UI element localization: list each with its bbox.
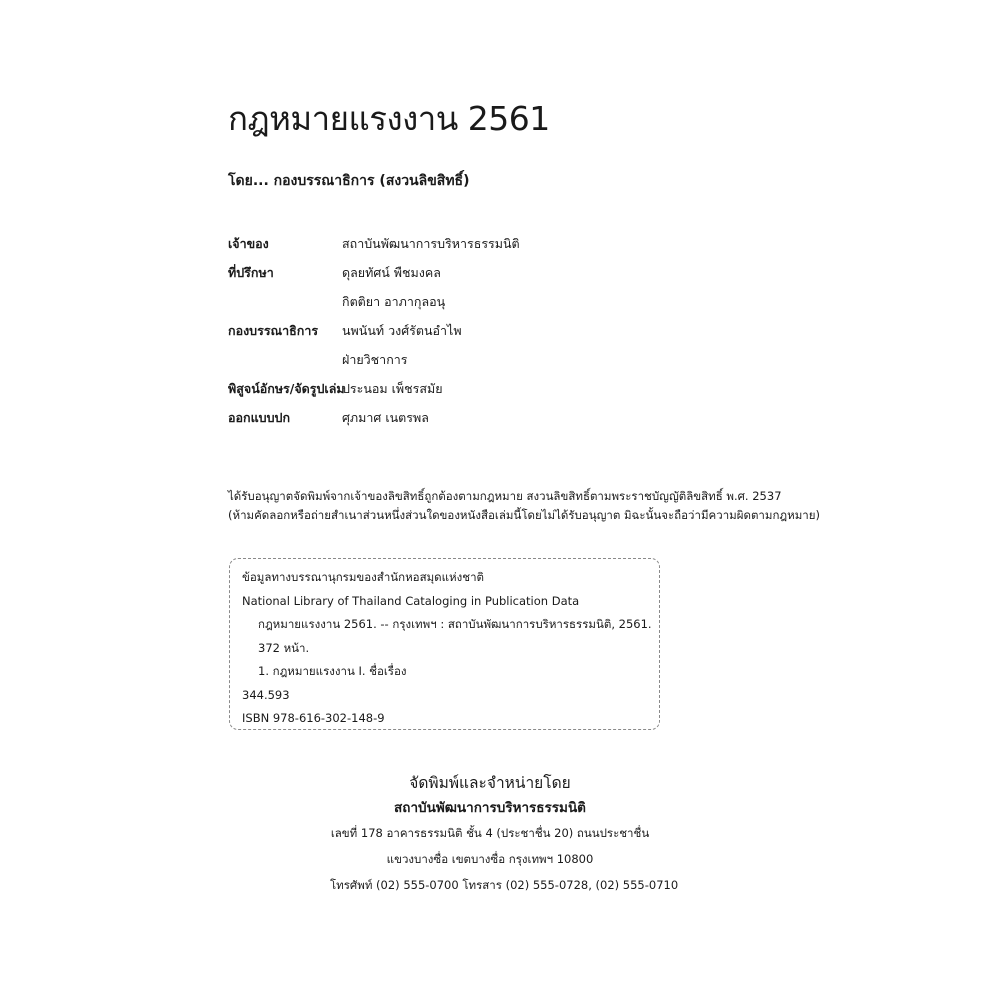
cip-data-box xyxy=(229,558,660,730)
publisher-name: สถาบันพัฒนาการบริหารธรรมนิติ xyxy=(394,800,586,816)
cip-heading-thai: ข้อมูลทางบรรณานุกรมของสำนักหอสมุดแห่งชาติ xyxy=(242,570,484,584)
credit-role: เจ้าของ xyxy=(228,236,269,251)
publisher-contact: โทรศัพท์ (02) 555-0700 โทรสาร (02) 555-0728, (02) 555-0710 xyxy=(330,878,679,892)
credit-role: พิสูจน์อักษร/จัดรูปเล่ม xyxy=(228,381,345,396)
credit-name: ดุลยทัศน์ พืชมงคล xyxy=(342,265,441,280)
credit-role: ออกแบบปก xyxy=(228,410,291,425)
cip-heading-english: National Library of Thailand Cataloging in Publication Data xyxy=(242,593,580,608)
credit-name: กิตติยา อาภากุลอนุ xyxy=(342,294,446,309)
copyright-warning-line: (ห้ามคัดลอกหรือถ่ายสำเนาส่วนหนึ่งส่วนใดของหนังสือเล่มนี้โดยไม่ได้รับอนุญาต มิฉะนั้นจะถือว่ามีความผิดตามกฎหมาย) xyxy=(228,508,820,522)
cip-pages: 372 หน้า. xyxy=(258,640,310,655)
copyright-notice-line: ได้รับอนุญาตจัดพิมพ์จากเจ้าของลิขสิทธิ์ถูกต้องตามกฎหมาย สงวนลิขสิทธิ์ตามพระราชบัญญัติลิขสิทธิ์ พ.ศ. 2537 xyxy=(228,489,782,503)
publisher-heading: จัดพิมพ์และจำหน่ายโดย xyxy=(409,775,571,792)
credit-role: กองบรรณาธิการ xyxy=(228,323,319,338)
credit-name: สถาบันพัฒนาการบริหารธรรมนิติ xyxy=(342,236,520,251)
cip-entry: กฎหมายแรงงาน 2561. -- กรุงเทพฯ : สถาบันพัฒนาการบริหารธรรมนิติ, 2561. xyxy=(258,617,652,631)
credit-name: นพนันท์ วงศ์รัตนอำไพ xyxy=(342,323,462,338)
book-title: กฎหมายแรงงาน 2561 xyxy=(228,99,550,138)
cip-classification: 344.593 xyxy=(242,687,290,702)
cip-subject: 1. กฎหมายแรงงาน I. ชื่อเรื่อง xyxy=(258,664,407,678)
publisher-block xyxy=(330,772,679,898)
credit-name: ประนอม เพ็ชรสมัย xyxy=(342,381,443,396)
publisher-address-line-2: แขวงบางซื่อ เขตบางซื่อ กรุงเทพฯ 10800 xyxy=(386,852,594,866)
publisher-address-line-1: เลขที่ 178 อาคารธรรมนิติ ชั้น 4 (ประชาชื่น 20) ถนนประชาชื่น xyxy=(330,826,650,840)
copyright-notice xyxy=(228,487,820,525)
cip-isbn: ISBN 978-616-302-148-9 xyxy=(242,711,385,725)
credit-name: ฝ่ายวิชาการ xyxy=(342,352,408,367)
credit-role: ที่ปรึกษา xyxy=(228,265,274,280)
credit-name: ศุภมาศ เนตรพล xyxy=(342,410,429,425)
byline: โดย... กองบรรณาธิการ (สงวนลิขสิทธิ์) xyxy=(228,173,470,189)
